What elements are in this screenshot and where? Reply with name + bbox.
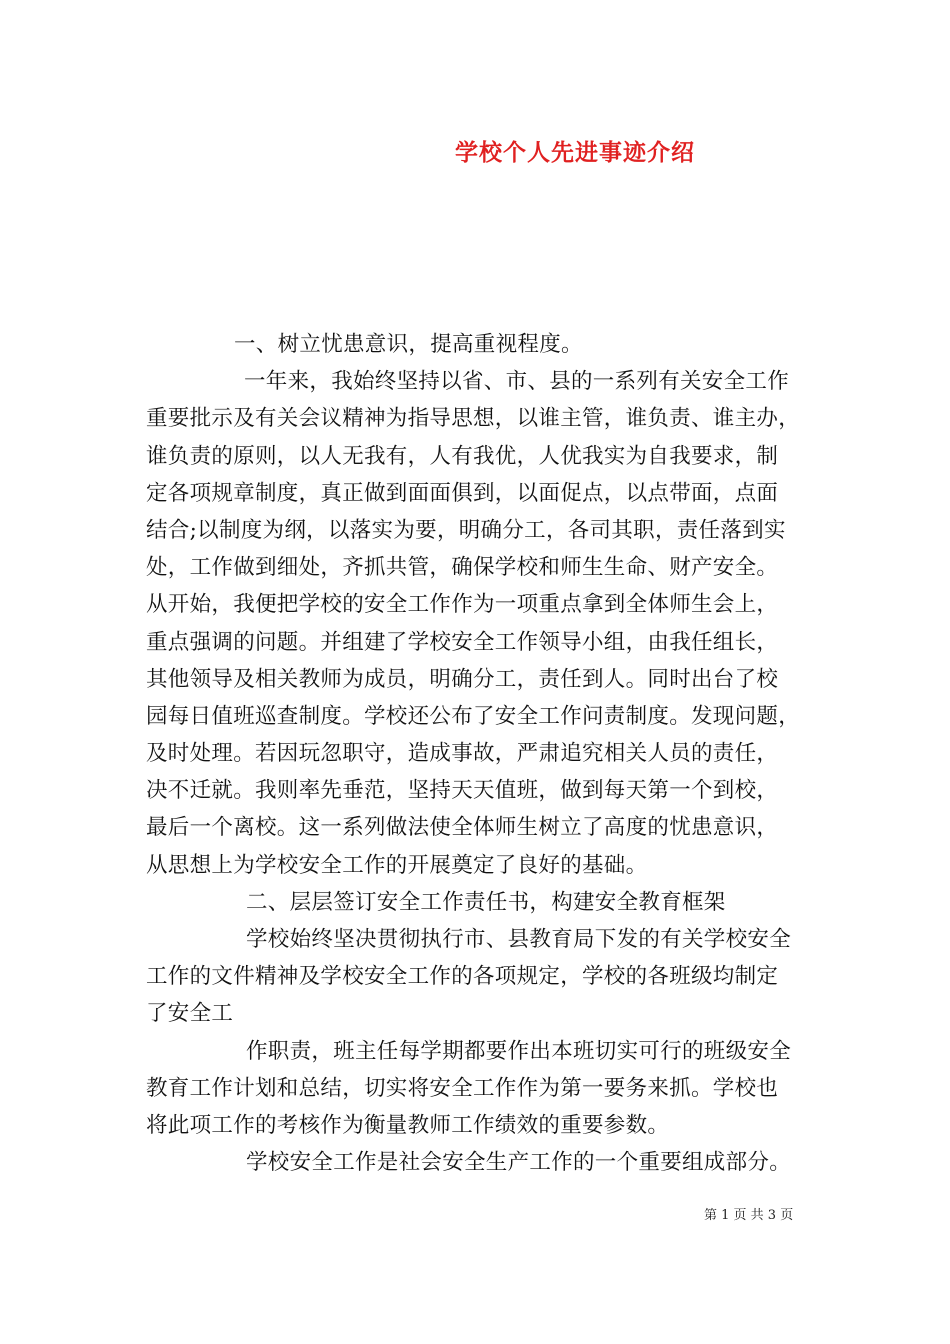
- text-line: 学校始终坚决贯彻执行市、县教育局下发的有关学校安全: [246, 927, 792, 952]
- text-line: 了安全工: [146, 1001, 234, 1027]
- text-line: 从思想上为学校安全工作的开展奠定了良好的基础。: [146, 852, 648, 878]
- text-line: 决不迁就。我则率先垂范，坚持天天值班，做到每天第一个到校，: [146, 778, 779, 804]
- text-line: 及时处理。若因玩忽职守，造成事故，严肃追究相关人员的责任，: [146, 741, 779, 767]
- text-line: 其他领导及相关教师为成员，明确分工，责任到人。同时出台了校: [146, 666, 779, 692]
- text-line: 将此项工作的考核作为衡量教师工作绩效的重要参数。: [146, 1112, 670, 1138]
- text-line: 结合;以制度为纲，以落实为要，明确分工，各司其职，责任落到实: [146, 517, 786, 543]
- text-line: 工作的文件精神及学校安全工作的各项规定，学校的各班级均制定: [146, 964, 779, 990]
- text-line: 最后一个离校。这一系列做法使全体师生树立了高度的忧患意识，: [146, 815, 779, 841]
- text-line: 学校安全工作是社会安全生产工作的一个重要组成部分。: [246, 1150, 792, 1176]
- text-line: 重要批示及有关会议精神为指导思想，以谁主管，谁负责、谁主办，: [146, 406, 801, 432]
- document-title: 学校个人先进事迹介绍: [455, 139, 695, 166]
- page-number: 第 1 页 共 3 页: [704, 1208, 794, 1223]
- text-line: 谁负责的原则，以人无我有，人有我优，人优我实为自我要求，制: [146, 443, 779, 469]
- document-body: [146, 326, 836, 1181]
- text-line: 从开始，我便把学校的安全工作作为一项重点拿到全体师生会上，: [146, 592, 779, 618]
- text-line: 园每日值班巡查制度。学校还公布了安全工作问责制度。发现问题，: [146, 703, 801, 729]
- text-line: 定各项规章制度，真正做到面面俱到，以面促点，以点带面，点面: [146, 480, 779, 506]
- text-line: 一、树立忧患意识，提高重视程度。: [234, 332, 583, 357]
- text-line: 重点强调的问题。并组建了学校安全工作领导小组，由我任组长，: [146, 629, 779, 655]
- text-line: 作职责，班主任每学期都要作出本班切实可行的班级安全: [246, 1038, 792, 1064]
- text-line: 教育工作计划和总结，切实将安全工作作为第一要务来抓。学校也: [146, 1075, 779, 1101]
- text-line: 处，工作做到细处，齐抓共管，确保学校和师生生命、财产安全。: [146, 555, 779, 581]
- text-line: 一年来，我始终坚持以省、市、县的一系列有关安全工作: [244, 369, 790, 395]
- text-line: 二、层层签订安全工作责任书，构建安全教育框架: [246, 889, 726, 915]
